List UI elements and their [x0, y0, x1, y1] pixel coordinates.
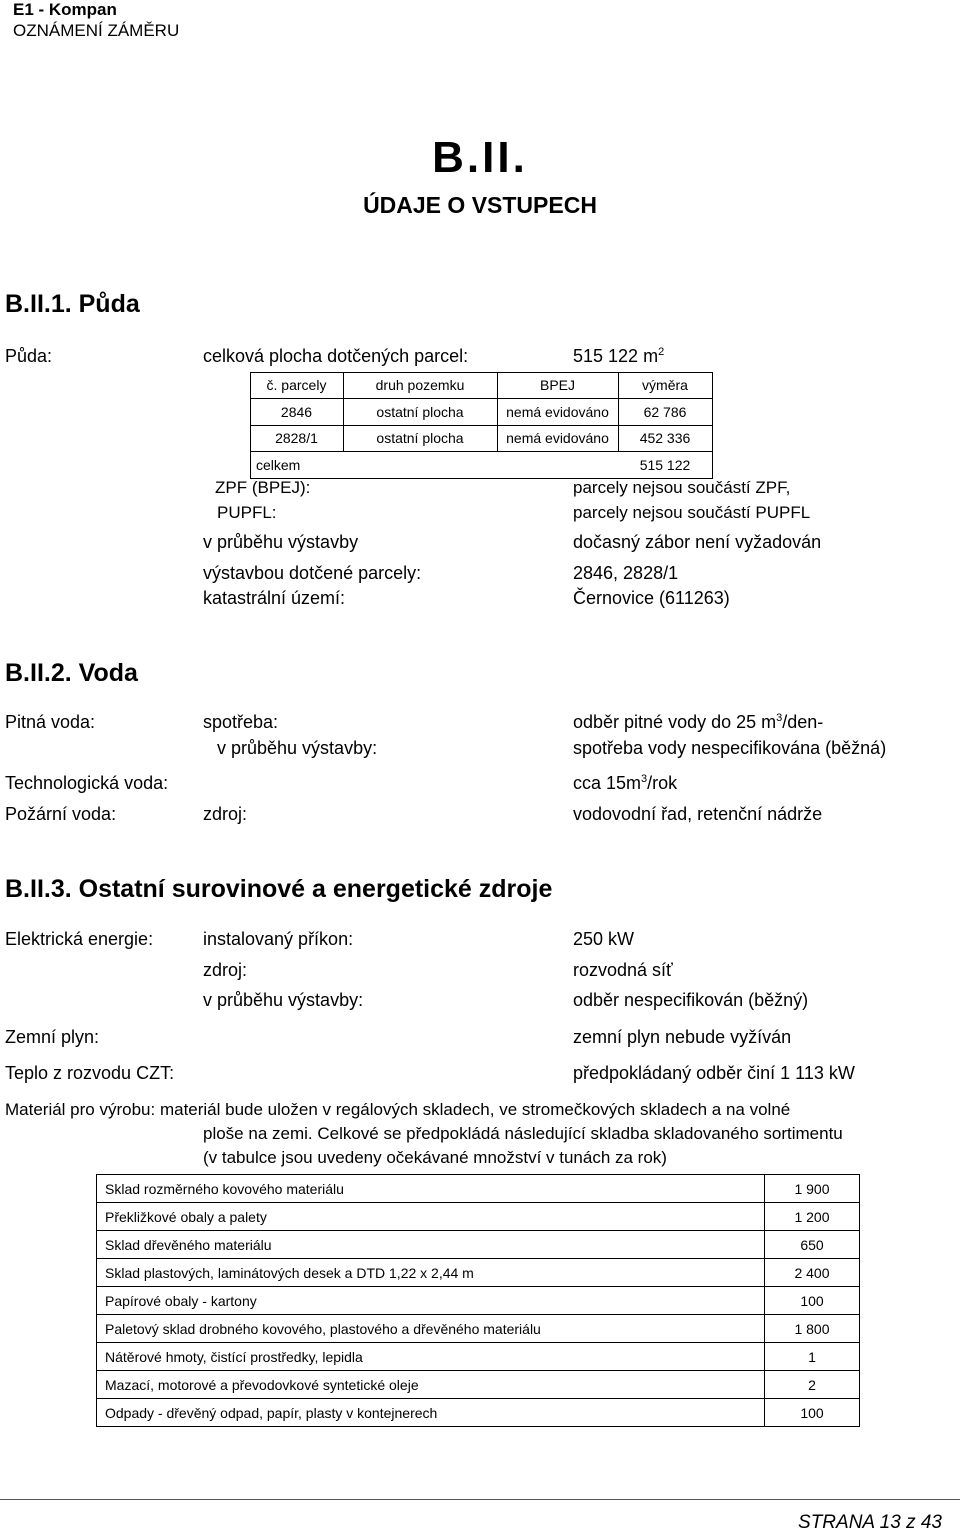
- table-cell: nemá evidováno: [506, 430, 609, 446]
- el-source-value: rozvodná síť: [573, 960, 673, 980]
- table-cell: nemá evidováno: [506, 404, 609, 420]
- footer-divider: [0, 1499, 960, 1500]
- construction-label: v průběhu výstavby: [203, 532, 359, 552]
- section-heading-soil: B.II.1. Půda: [5, 290, 140, 318]
- cadastre-value: Černovice (611263): [573, 588, 730, 608]
- storage-item-value: 1 200: [765, 1203, 860, 1231]
- section-heading-resources: B.II.3. Ostatní surovinové a energetické zdroje: [5, 875, 553, 903]
- document-title: E1 - Kompan: [13, 0, 117, 19]
- table-cell: 2828/1: [275, 430, 318, 446]
- col-header-parcel: č. parcely: [266, 377, 327, 393]
- material-text-line2: ploše na zemi. Celkové se předpokládá následující skladba skladovaného sortimentu: [203, 1124, 843, 1143]
- table-total-value: 515 122: [639, 457, 691, 473]
- storage-item-name: Mazací, motorové a převodovkové syntetické oleje: [97, 1371, 765, 1399]
- section-heading-water: B.II.2. Voda: [5, 659, 138, 687]
- storage-item-value: 1 800: [765, 1315, 860, 1343]
- storage-table: [96, 1174, 860, 1427]
- table-cell: ostatní plocha: [376, 430, 464, 446]
- table-row: [97, 1371, 860, 1399]
- table-row: [97, 1231, 860, 1259]
- installed-power-value: 250 kW: [573, 929, 635, 949]
- chapter-number: B.II.: [432, 133, 528, 182]
- fire-source-label: zdroj:: [203, 804, 248, 824]
- storage-item-name: Papírové obaly - kartony: [97, 1287, 765, 1315]
- table-cell: 2846: [280, 404, 313, 420]
- fire-water-value: vodovodní řad, retenční nádrže: [573, 804, 823, 824]
- drinking-water-label: Pitná voda:: [5, 712, 96, 732]
- pupfl-label: PUPFL:: [217, 503, 277, 522]
- storage-item-name: Odpady - dřevěný odpad, papír, plasty v kontejnerech: [97, 1399, 765, 1427]
- table-cell: 62 786: [643, 404, 687, 420]
- table-cell: ostatní plocha: [376, 404, 464, 420]
- el-construction-label: v průběhu výstavby:: [203, 990, 364, 1010]
- storage-item-value: 650: [765, 1231, 860, 1259]
- el-source-label: zdroj:: [203, 960, 248, 980]
- document-subtitle: OZNÁMENÍ ZÁMĚRU: [13, 21, 180, 40]
- storage-item-value: 1 900: [765, 1175, 860, 1203]
- material-text-line3: (v tabulce jsou uvedeny očekávané množství v tunách za rok): [203, 1148, 667, 1167]
- storage-item-value: 100: [765, 1399, 860, 1427]
- table-row: [97, 1203, 860, 1231]
- construction-value: dočasný zábor není vyžadován: [573, 532, 822, 552]
- table-cell: 452 336: [639, 430, 691, 446]
- tech-water-label: Technologická voda:: [5, 773, 169, 793]
- table-row: [97, 1399, 860, 1427]
- storage-item-value: 1: [765, 1343, 860, 1371]
- material-text-line1: Materiál pro výrobu: materiál bude uložen v regálových skladech, ve stromečkových skladech a na volné: [5, 1100, 791, 1119]
- table-row: [97, 1287, 860, 1315]
- storage-item-name: Sklad rozměrného kovového materiálu: [97, 1175, 765, 1203]
- page-number: STRANA 13 z 43: [798, 1512, 942, 1533]
- fire-water-label: Požární voda:: [5, 804, 117, 824]
- affected-parcels-value: 2846, 2828/1: [573, 563, 679, 583]
- gas-value: zemní plyn nebude vyžíván: [573, 1027, 792, 1047]
- tech-water-value: cca $15m^3$/rok: [573, 773, 678, 793]
- water-construction-label: v průběhu výstavby:: [217, 738, 378, 758]
- consumption-value: odběr pitné vody do 25 $m^3/den-$: [573, 712, 824, 732]
- zpf-label: ZPF (BPEJ):: [215, 478, 311, 497]
- col-header-area: výměra: [642, 377, 688, 393]
- storage-item-name: Sklad plastových, laminátových desek a DTD 1,22 x 2,44 m: [97, 1259, 765, 1287]
- table-total-label: celkem: [256, 457, 301, 473]
- cadastre-label: katastrální území:: [203, 588, 346, 608]
- area-value: 515 122 $m^2$: [573, 346, 665, 366]
- heat-label: Teplo z rozvodu CZT:: [5, 1063, 175, 1083]
- water-construction-value: spotřeba vody nespecifikována (běžná): [573, 738, 887, 758]
- col-header-land-type: druh pozemku: [375, 377, 465, 393]
- storage-item-value: 100: [765, 1287, 860, 1315]
- installed-power-label: instalovaný příkon:: [203, 929, 354, 949]
- consumption-label: spotřeba:: [203, 712, 279, 732]
- table-row: [97, 1259, 860, 1287]
- storage-item-value: 2 400: [765, 1259, 860, 1287]
- storage-item-name: Sklad dřevěného materiálu: [97, 1231, 765, 1259]
- zpf-value: parcely nejsou součástí ZPF,: [573, 478, 791, 497]
- storage-item-name: Paletový sklad drobného kovového, plastového a dřevěného materiálu: [97, 1315, 765, 1343]
- soil-label: Půda:: [5, 346, 53, 366]
- col-header-bpej: BPEJ: [539, 377, 575, 393]
- table-row: [97, 1315, 860, 1343]
- storage-item-name: Nátěrové hmoty, čistící prostředky, lepidla: [97, 1343, 765, 1371]
- table-row: [97, 1343, 860, 1371]
- heat-value: předpokládaný odběr činí 1 113 kW: [573, 1063, 855, 1083]
- chapter-title: ÚDAJE O VSTUPECH: [363, 192, 597, 218]
- area-label: celková plocha dotčených parcel:: [203, 346, 469, 366]
- storage-item-name: Překližkové obaly a palety: [97, 1203, 765, 1231]
- el-construction-value: odběr nespecifikován (běžný): [573, 990, 809, 1010]
- affected-parcels-label: výstavbou dotčené parcely:: [203, 563, 422, 583]
- table-row: [97, 1175, 860, 1203]
- electricity-label: Elektrická energie:: [5, 929, 154, 949]
- gas-label: Zemní plyn:: [5, 1027, 100, 1047]
- pupfl-value: parcely nejsou součástí PUPFL: [573, 503, 811, 522]
- storage-item-value: 2: [765, 1371, 860, 1399]
